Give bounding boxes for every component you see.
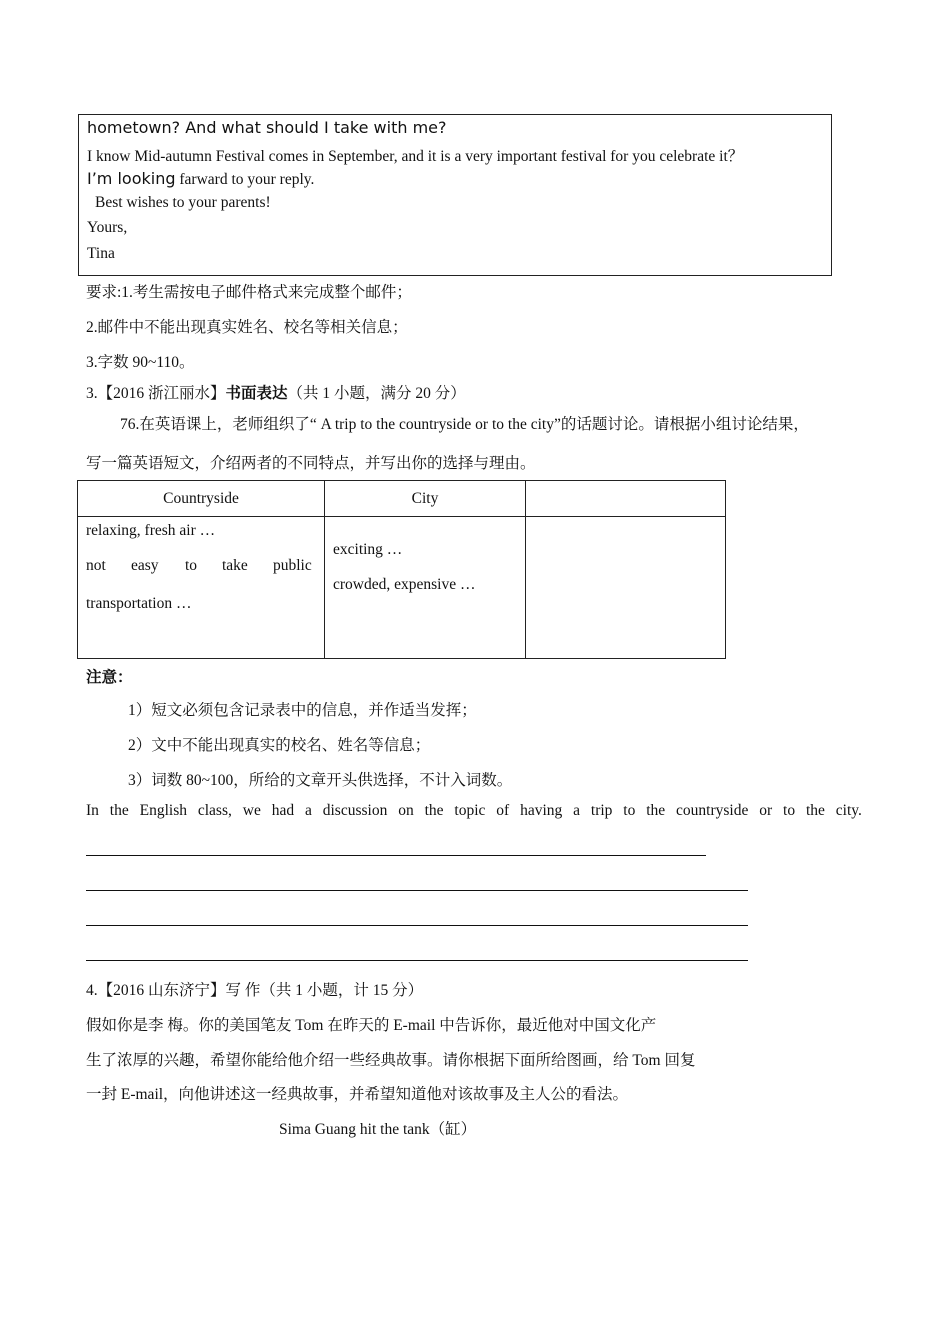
countryside-word: transportation … — [86, 595, 192, 612]
q4-paragraph-line-3: 一封 E-mail，向他讲述这一经典故事，并希望知道他对该故事及主人公的看法。 — [86, 1086, 629, 1103]
letter-line-1: hometown? And what should I take with me? — [87, 118, 447, 137]
writing-line — [86, 960, 748, 961]
opening-word: had — [271, 802, 295, 819]
q3-heading-score: （共 1 小题，满分 20 分） — [287, 385, 466, 402]
opening-word: on — [398, 802, 414, 819]
opening-word: to — [783, 802, 796, 819]
opening-word: discussion — [322, 802, 388, 819]
q4-paragraph-line-2: 生了浓厚的兴趣，希望你能给他介绍一些经典故事。请你根据下面所给图画，给 Tom 回复 — [86, 1052, 696, 1069]
opening-word: the — [424, 802, 444, 819]
note-1: 1）短文必须包含记录表中的信息，并作适当发挥； — [128, 702, 477, 719]
opening-word: a — [573, 802, 581, 819]
requirement-3: 3.字数 90~110。 — [86, 354, 195, 371]
city-note-2: crowded, expensive … — [333, 576, 476, 593]
letter-line-3-b: farward to your reply. — [175, 171, 315, 188]
opening-word: the — [109, 802, 129, 819]
countryside-word: easy — [131, 557, 159, 574]
q4-paragraph-line-1: 假如你是李 梅。你的美国笔友 Tom 在昨天的 E-mail 中告诉你，最近他对中国文化产 — [86, 1017, 657, 1034]
note-3: 3）词数 80~100，所给的文章开头供选择，不计入词数。 — [128, 772, 513, 789]
writing-line — [86, 855, 706, 856]
q4-heading — [86, 978, 423, 1000]
opening-word: countryside — [676, 802, 749, 819]
letter-line-2: I know Mid-autumn Festival comes in September, and it is a very important festival for you celebrate it？ — [87, 148, 744, 165]
opening-word: the — [646, 802, 666, 819]
letter-line-3 — [87, 169, 314, 189]
note-2: 2）文中不能出现真实的校名、姓名等信息； — [128, 737, 431, 754]
q4-heading-source: 4.【2016 山东济宁】 — [86, 982, 226, 999]
countryside-word: not — [86, 557, 106, 574]
countryside-word: to — [185, 557, 198, 574]
opening-word: having — [520, 802, 563, 819]
letter-line-4: Best wishes to your parents! — [95, 194, 271, 211]
opening-word: the — [805, 802, 825, 819]
opening-word: trip — [590, 802, 613, 819]
city-note-1: exciting … — [333, 541, 403, 558]
letter-line-6: Tina — [87, 245, 115, 262]
opening-word: or — [759, 802, 773, 819]
q3-heading-source: 3.【2016 浙江丽水】 — [86, 385, 226, 402]
opening-word: a — [304, 802, 312, 819]
opening-word: In — [86, 802, 99, 819]
opening-word: of — [496, 802, 510, 819]
letter-line-3-a: I’m looking — [87, 169, 176, 188]
opening-word: topic — [454, 802, 486, 819]
cell-city — [325, 517, 526, 659]
header-empty — [526, 481, 726, 517]
q3-prompt-line-2: 写一篇英语短文，介绍两者的不同特点，并写出你的选择与理由。 — [86, 455, 536, 472]
requirement-2: 2.邮件中不能出现真实姓名、校名等相关信息； — [86, 319, 408, 336]
requirement-1: 要求:1.考生需按电子邮件格式来完成整个邮件； — [86, 284, 412, 301]
note-title: 注意： — [86, 669, 133, 686]
opening-word: to — [623, 802, 636, 819]
opening-word: class, — [197, 802, 232, 819]
essay-opening — [86, 802, 862, 820]
opening-word: we — [242, 802, 261, 819]
header-city: City — [325, 481, 526, 517]
q3-heading — [86, 381, 466, 403]
letter-line-5: Yours, — [87, 219, 128, 236]
countryside-word: public — [273, 557, 312, 574]
writing-line — [86, 890, 748, 891]
cell-empty — [526, 517, 726, 659]
q3-heading-title: 书面表达 — [225, 385, 288, 402]
header-countryside: Countryside — [78, 481, 325, 517]
picture-caption: Sima Guang hit the tank（缸） — [279, 1121, 477, 1138]
letter-box — [78, 114, 832, 276]
opening-word: English — [139, 802, 187, 819]
q3-prompt-line-1: 76.在英语课上，老师组织了“ A trip to the countryside or to the city”的话题讨论。请根据小组讨论结果， — [120, 416, 809, 433]
writing-line — [86, 925, 748, 926]
comparison-table — [77, 480, 726, 659]
cell-countryside — [78, 517, 325, 659]
countryside-word: take — [222, 557, 248, 574]
countryside-note-1: relaxing, fresh air … — [86, 522, 216, 539]
q4-heading-title: 写 作（共 1 小题，计 15 分） — [225, 982, 424, 999]
opening-word: city. — [835, 802, 862, 819]
